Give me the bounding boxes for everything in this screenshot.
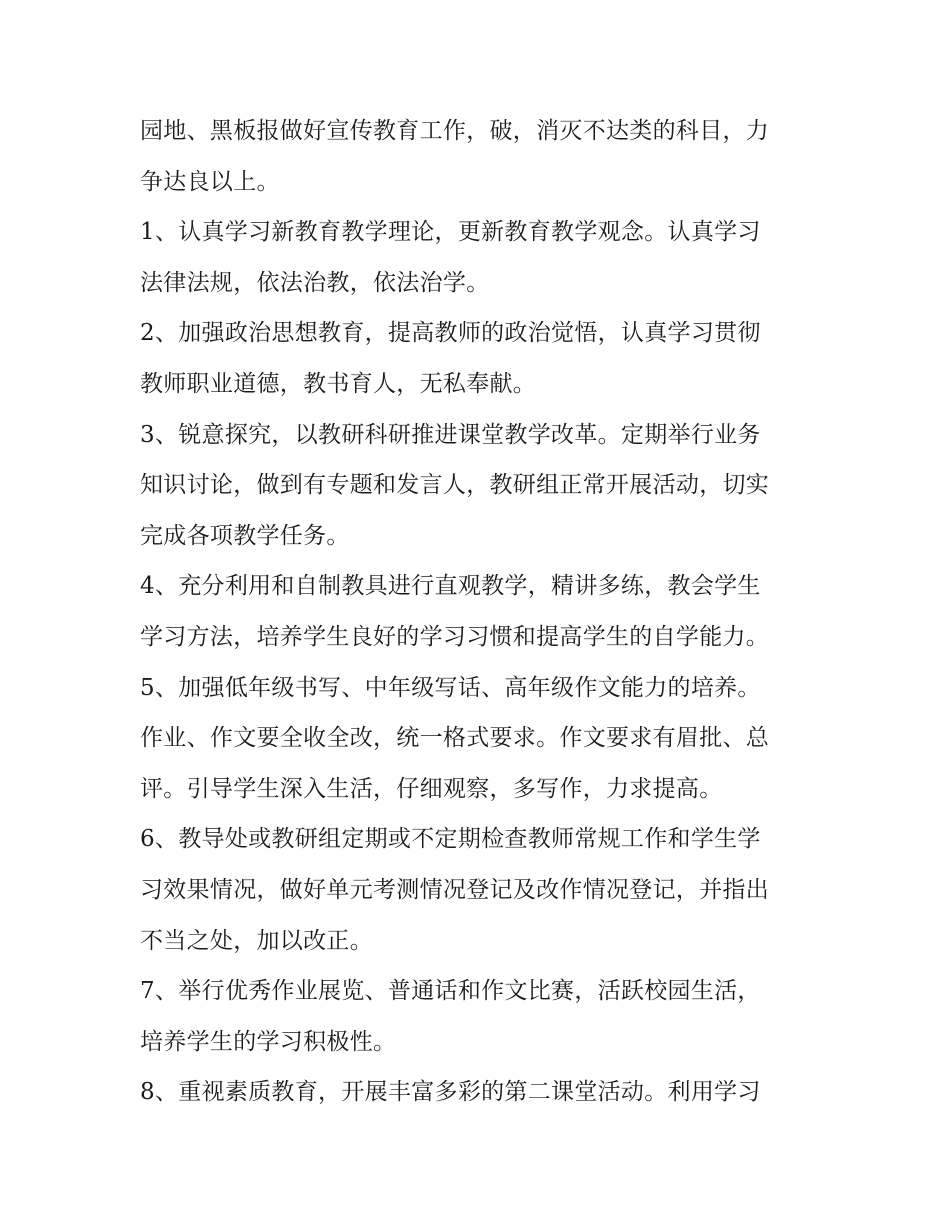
- text-line: 4、充分利用和自制教具进行直观教学，精讲多练，教会学生: [140, 573, 761, 600]
- text-line: 学习方法，培养学生良好的学习习惯和提高学生的自学能力。: [140, 623, 770, 650]
- text-line: 7、举行优秀作业展览、普通话和作文比赛，活跃校园生活，: [140, 978, 761, 1005]
- text-line: 作业、作文要全收全改，统一格式要求。作文要求有眉批、总: [140, 725, 770, 752]
- text-line: 评。引导学生深入生活，仔细观察，多写作，力求提高。: [140, 775, 723, 802]
- text-line: 培养学生的学习积极性。: [140, 1028, 397, 1055]
- text-line: 习效果情况，做好单元考测情况登记及改作情况登记，并指出: [140, 876, 770, 903]
- text-line: 8、重视素质教育，开展丰富多彩的第二课堂活动。利用学习: [140, 1079, 761, 1106]
- text-line: 3、锐意探究，以教研科研推进课堂教学改革。定期举行业务: [140, 421, 761, 448]
- text-line: 1、认真学习新教育教学理论，更新教育教学观念。认真学习: [140, 219, 761, 246]
- text-line: 争达良以上。: [140, 168, 280, 195]
- text-line: 法律法规，依法治教，依法治学。: [140, 269, 490, 296]
- text-line: 5、加强低年级书写、中年级写话、高年级作文能力的培养。: [140, 674, 761, 701]
- text-line: 6、教导处或教研组定期或不定期检查教师常规工作和学生学: [140, 826, 761, 853]
- text-line: 不当之处，加以改正。: [140, 927, 373, 954]
- document-body: [140, 106, 820, 1118]
- text-line: 教师职业道德，教书育人，无私奉献。: [140, 370, 537, 397]
- text-line: 知识讨论，做到有专题和发言人，教研组正常开展活动，切实: [140, 472, 770, 499]
- text-line: 园地、黑板报做好宣传教育工作，破，消灭不达类的科目，力: [140, 118, 770, 144]
- text-line: 完成各项教学任务。: [140, 522, 350, 549]
- text-line: 2、加强政治思想教育，提高教师的政治觉悟，认真学习贯彻: [140, 320, 761, 347]
